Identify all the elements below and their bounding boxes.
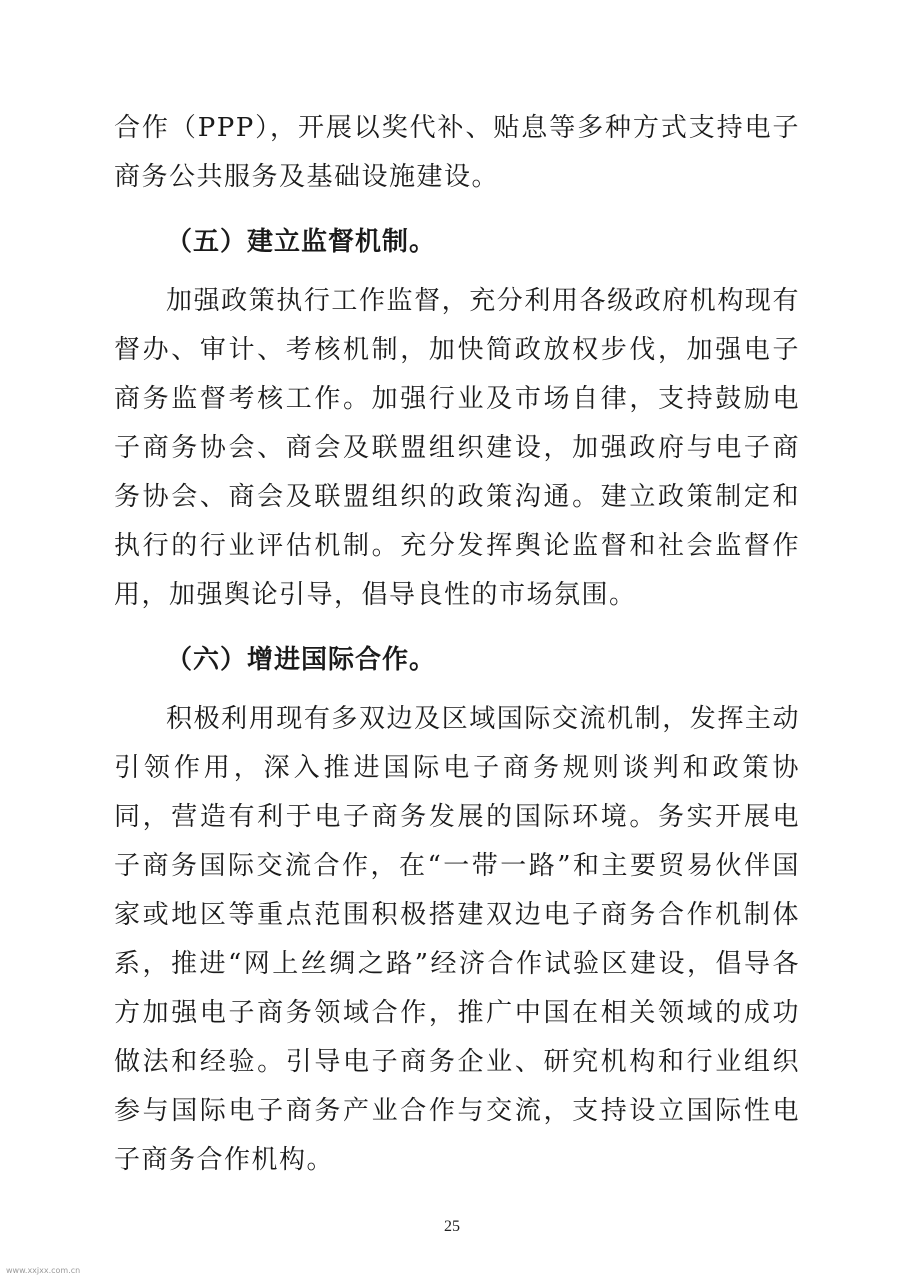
section-heading-five: （五）建立监督机制。 [166, 227, 437, 257]
paragraph-supervision: 加强政策执行工作监督，充分利用各级政府机构现有督办、审计、考核机制，加快简政放权步伐，加强电子商务监督考核工作。加强行业及市场自律，支持鼓励电子商务协会、商会及联盟组织建设，加强政府与电子商务协会、商会及联盟组织的政策沟通。建立政策制定和执行的行业评估机制。充分发挥舆论监督和社会监督作用，加强舆论引导，倡导良性的市场氛围。 [114, 286, 800, 610]
document-body [114, 104, 800, 1185]
paragraph-continuation: 合作（PPP），开展以奖代补、贴息等多种方式支持电子商务公共服务及基础设施建设。 [114, 113, 800, 192]
paragraph-international-cooperation: 积极利用现有多双边及区域国际交流机制，发挥主动引领作用，深入推进国际电子商务规则谈判和政策协同，营造有利于电子商务发展的国际环境。务实开展电子商务国际交流合作，在“一带一路”和主要贸易伙伴国家或地区等重点范围积极搭建双边电子商务合作机制体系，推进“网上丝绸之路”经济合作试验区建设，倡导各方加强电子商务领域合作，推广中国在相关领域的成功做法和经验。引导电子商务企业、研究机构和行业组织参与国际电子商务产业合作与交流，支持设立国际性电子商务合作机构。 [114, 704, 800, 1175]
watermark: www.xxjxx.com.cn [6, 1266, 81, 1275]
section-heading-six: （六）增进国际合作。 [166, 645, 437, 675]
page-number: 25 [444, 1218, 460, 1235]
